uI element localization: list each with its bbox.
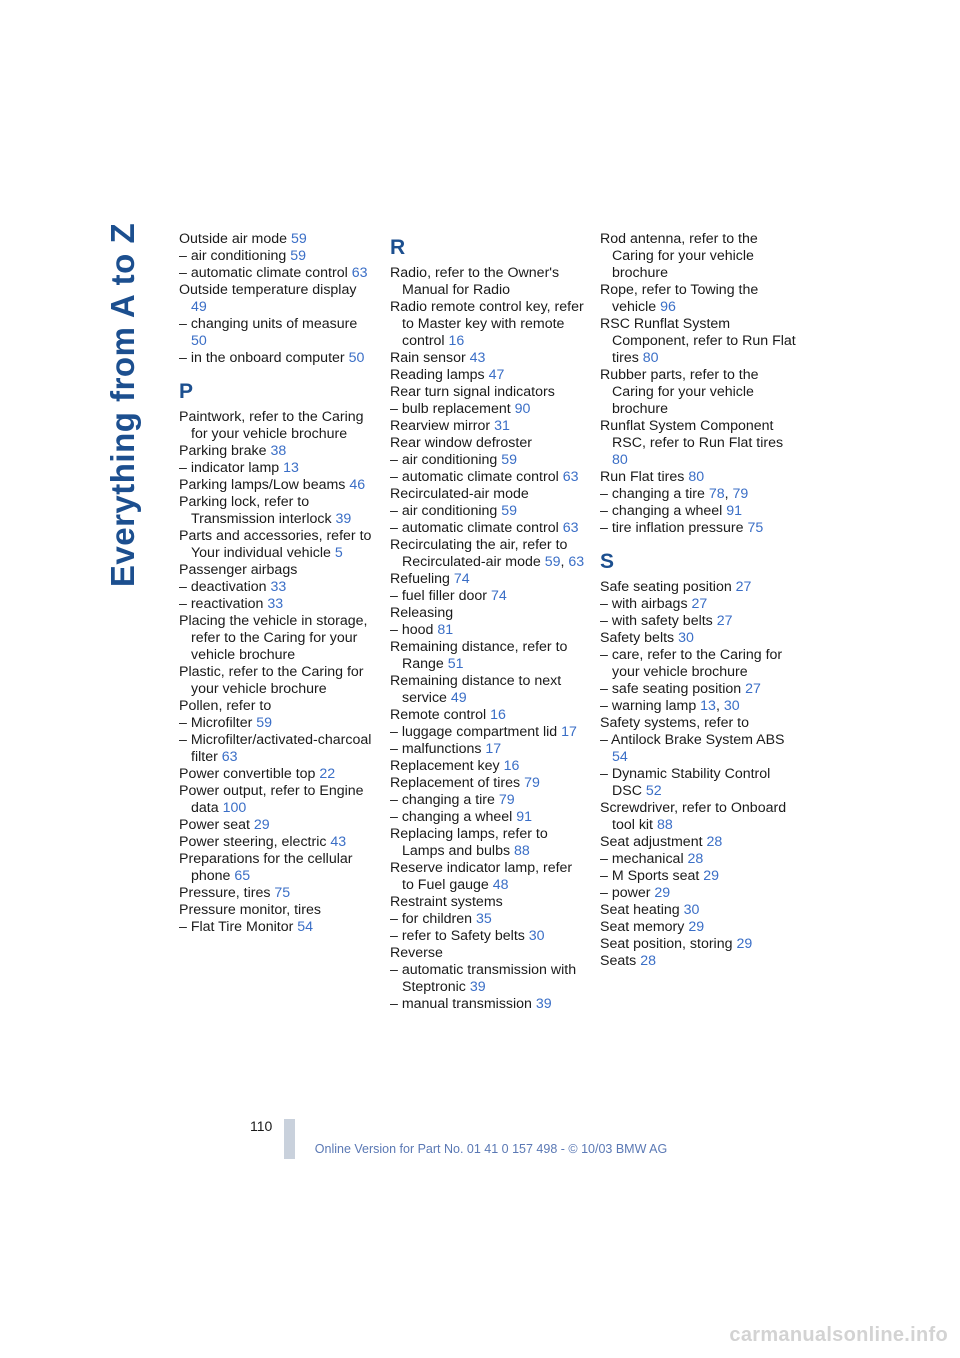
- page-reference-link[interactable]: 63: [562, 469, 579, 485]
- page-reference-link[interactable]: 79: [498, 792, 515, 808]
- index-entry-text: Recirculating the air, refer to Recirculated-air mode: [390, 537, 568, 570]
- index-entry-text: Placing the vehicle in storage, refer to the Caring for your vehicle brochure: [179, 613, 368, 663]
- page-reference-link[interactable]: 91: [516, 809, 532, 825]
- section-letter: R: [390, 236, 406, 259]
- index-entry: [390, 622, 586, 639]
- index-entry-text: Safe seating position: [600, 579, 736, 595]
- page-reference-link[interactable]: 46: [349, 477, 366, 493]
- index-entry: [179, 698, 375, 715]
- index-entry: [600, 715, 796, 732]
- page-reference-link[interactable]: 49: [450, 690, 467, 706]
- page-reference-link[interactable]: 30: [528, 928, 545, 944]
- index-entry-text: Reverse: [390, 945, 443, 961]
- index-entry: [390, 503, 586, 520]
- index-entry: [390, 962, 586, 996]
- index-entry-text: Power steering, electric: [179, 834, 331, 850]
- index-entry: [179, 443, 375, 460]
- index-entry: [390, 537, 586, 571]
- index-entry-text: Rear window defroster: [390, 435, 532, 451]
- index-entry: [600, 732, 796, 766]
- page-reference-link[interactable]: 54: [297, 919, 314, 935]
- index-entry: [179, 783, 375, 817]
- index-entry: [390, 911, 586, 928]
- section-letter: S: [600, 550, 615, 573]
- page-reference-link[interactable]: 59: [544, 554, 561, 570]
- page-reference-link[interactable]: 28: [640, 953, 657, 969]
- index-entry-text: – M Sports seat: [600, 868, 704, 884]
- index-entry: [600, 579, 796, 596]
- footer-note: Online Version for Part No. 01 41 0 157 498 - © 10/03 BMW AG: [314, 1142, 668, 1156]
- index-entry: [179, 596, 375, 613]
- index-entry-text: – Antilock Brake System ABS: [600, 732, 785, 748]
- index-entry-text: Releasing: [390, 605, 454, 621]
- page-reference-link[interactable]: 88: [514, 843, 530, 859]
- index-entry-text: – warning lamp: [600, 698, 701, 714]
- index-entry-text: Remote control: [390, 707, 491, 723]
- index-entry-text: Reading lamps: [390, 367, 489, 383]
- index-entry: [179, 316, 375, 350]
- index-entry: [390, 588, 586, 605]
- page-reference-link[interactable]: 35: [475, 911, 492, 927]
- index-entry-text: – automatic transmission with Steptronic: [390, 962, 577, 995]
- index-entry-text: – safe seating position: [600, 681, 746, 697]
- index-entry-text: Screwdriver, refer to Onboard tool kit: [600, 800, 787, 833]
- index-entry: [390, 469, 586, 486]
- index-entry-text: – changing units of measure: [179, 316, 358, 332]
- page-reference-link[interactable]: 17: [561, 724, 577, 740]
- index-entry: [390, 724, 586, 741]
- index-entry-text: – care, refer to the Caring for your vehicle brochure: [600, 647, 783, 680]
- index-entry-text: – Flat Tire Monitor: [179, 919, 298, 935]
- index-entry: [600, 418, 796, 469]
- index-entry: [179, 664, 375, 698]
- page-reference-link[interactable]: 13: [283, 460, 299, 476]
- page-reference-link[interactable]: 29: [703, 868, 720, 884]
- index-entry-text: Plastic, refer to the Caring for your vehicle brochure: [179, 664, 364, 697]
- index-entry: [179, 851, 375, 885]
- index-entry: [600, 613, 796, 630]
- page-reference-link[interactable]: 63: [568, 554, 585, 570]
- index-entry: [179, 477, 375, 494]
- index-entry-text: Restraint systems: [390, 894, 503, 910]
- index-entry-text: – deactivation: [179, 579, 271, 595]
- index-entry-text: Replacing lamps, refer to Lamps and bulbs: [390, 826, 548, 859]
- index-entry: [390, 809, 586, 826]
- page-reference-link[interactable]: 33: [267, 596, 284, 612]
- index-entry: [600, 681, 796, 698]
- index-entry: [390, 299, 586, 350]
- index-entry-text: – automatic climate control: [390, 520, 563, 536]
- page-reference-link[interactable]: 80: [612, 452, 628, 468]
- page-reference-link[interactable]: 27: [716, 613, 733, 629]
- index-entry-text: Power seat: [179, 817, 254, 833]
- page-reference-link[interactable]: 16: [503, 758, 520, 774]
- page-reference-link[interactable]: 75: [747, 520, 764, 536]
- page-reference-link[interactable]: 47: [488, 367, 505, 383]
- page-reference-link[interactable]: 27: [691, 596, 708, 612]
- index-entry-text: – reactivation: [179, 596, 268, 612]
- page-reference-link[interactable]: 29: [736, 936, 753, 952]
- index-entry: [179, 350, 375, 367]
- index-entry-text: Rubber parts, refer to the Caring for your vehicle brochure: [600, 367, 759, 417]
- page-reference-link[interactable]: 54: [612, 749, 628, 765]
- index-column-1: [179, 231, 375, 936]
- index-entry-text: Rain sensor: [390, 350, 470, 366]
- page-reference-link[interactable]: 38: [270, 443, 287, 459]
- index-entry-text: – changing a tire: [600, 486, 709, 502]
- index-entry-text: Passenger airbags: [179, 562, 298, 578]
- page-reference-link[interactable]: 63: [221, 749, 238, 765]
- index-entry: [600, 902, 796, 919]
- page-reference-link[interactable]: 59: [501, 503, 517, 519]
- watermark: carmanualsonline.info: [729, 1324, 948, 1346]
- index-entry: [179, 902, 375, 919]
- page-reference-link[interactable]: 33: [270, 579, 287, 595]
- index-entry-text: Safety systems, refer to: [600, 715, 750, 731]
- index-entry: [179, 817, 375, 834]
- index-entry: [600, 834, 796, 851]
- index-entry: [179, 715, 375, 732]
- index-entry: [600, 486, 796, 503]
- index-entry: [390, 418, 586, 435]
- index-entry-text: Pressure, tires: [179, 885, 275, 901]
- page-reference-link[interactable]: 17: [485, 741, 502, 757]
- index-entry: [390, 741, 586, 758]
- page-reference-link[interactable]: 43: [469, 350, 486, 366]
- index-entry-text: Rope, refer to Towing the vehicle: [600, 282, 759, 315]
- index-entry: [600, 919, 796, 936]
- page-number: 110: [250, 1118, 273, 1134]
- index-entry: [179, 528, 375, 562]
- index-entry-text: Parts and accessories, refer to Your individual vehicle: [179, 528, 372, 561]
- chapter-sidebar: [92, 222, 154, 587]
- page-reference-link[interactable]: 49: [191, 299, 207, 315]
- index-entry: [600, 698, 796, 715]
- page-reference-link[interactable]: 30: [683, 902, 700, 918]
- index-entry-text: – Microfilter/activated-charcoal filter: [179, 732, 372, 765]
- page-reference-link[interactable]: 59: [501, 452, 517, 468]
- index-entry-text: Seat position, storing: [600, 936, 737, 952]
- index-entry-text: Seat memory: [600, 919, 689, 935]
- index-entry-text: Outside air mode: [179, 231, 291, 247]
- page-reference-link[interactable]: 74: [490, 588, 507, 604]
- index-entry: [179, 282, 375, 316]
- index-entry-text: – manual transmission: [390, 996, 536, 1012]
- page-reference-link[interactable]: 16: [448, 333, 465, 349]
- index-entry: [390, 367, 586, 384]
- index-entry-text: – refer to Safety belts: [390, 928, 529, 944]
- index-entry-text: Runflat System Component RSC, refer to Run Flat tires: [600, 418, 784, 451]
- page-reference-link[interactable]: 16: [490, 707, 506, 723]
- index-entry: [600, 766, 796, 800]
- index-column-3: [600, 231, 796, 970]
- page-reference-link[interactable]: 30: [678, 630, 694, 646]
- page-reference-link[interactable]: 39: [535, 996, 552, 1012]
- index-entry-text: Rear turn signal indicators: [390, 384, 555, 400]
- index-entry: [600, 868, 796, 885]
- index-entry-text: – Microfilter: [179, 715, 257, 731]
- page-reference-link[interactable]: 27: [745, 681, 761, 697]
- page-reference-link[interactable]: 96: [660, 299, 676, 315]
- index-entry: [390, 826, 586, 860]
- index-entry: [179, 579, 375, 596]
- page-reference-link[interactable]: 29: [253, 817, 270, 833]
- index-entry-text: Run Flat tires: [600, 469, 689, 485]
- page-reference-link[interactable]: 100: [222, 800, 247, 816]
- page-reference-link[interactable]: 50: [191, 333, 207, 349]
- page-reference-link[interactable]: 90: [514, 401, 531, 417]
- index-entry-text: – in the onboard computer: [179, 350, 349, 366]
- index-entry: [600, 630, 796, 647]
- index-column-2: [390, 231, 586, 1013]
- page-reference-link[interactable]: 63: [562, 520, 579, 536]
- page-reference-link[interactable]: 13: [700, 698, 716, 714]
- index-entry-text: – changing a wheel: [600, 503, 727, 519]
- page-reference-link[interactable]: 29: [688, 919, 705, 935]
- page-reference-link[interactable]: 74: [453, 571, 470, 587]
- index-entry: [390, 639, 586, 673]
- index-entry-text: Radio remote control key, refer to Master key with remote control: [390, 299, 584, 349]
- page-reference-link[interactable]: 30: [723, 698, 740, 714]
- index-entry-text: Rearview mirror: [390, 418, 495, 434]
- index-entry-text: – changing a wheel: [390, 809, 517, 825]
- page-reference-link[interactable]: 79: [524, 775, 540, 791]
- index-entry-text: Remaining distance to next service: [390, 673, 562, 706]
- index-entry: [600, 851, 796, 868]
- index-entry: [390, 520, 586, 537]
- index-entry: [600, 367, 796, 418]
- index-entry-text: – with safety belts: [600, 613, 717, 629]
- page-reference-link[interactable]: 80: [642, 350, 659, 366]
- index-entry-text: – luggage compartment lid: [390, 724, 562, 740]
- page-reference-link[interactable]: 65: [234, 868, 251, 884]
- index-entry: [390, 860, 586, 894]
- index-entry-text: – automatic climate control: [179, 265, 352, 281]
- index-entry-text: Rod antenna, refer to the Caring for your vehicle brochure: [600, 231, 758, 281]
- index-entry: [600, 800, 796, 834]
- page-reference-link[interactable]: 50: [348, 350, 365, 366]
- page-reference-link[interactable]: 5: [334, 545, 343, 561]
- page-reference-link[interactable]: 80: [688, 469, 705, 485]
- page-reference-link[interactable]: 31: [494, 418, 510, 434]
- index-entry-text: Safety belts: [600, 630, 679, 646]
- index-entry-text: Recirculated-air mode: [390, 486, 529, 502]
- page-separator: ,: [560, 554, 569, 570]
- index-entry: [600, 936, 796, 953]
- index-entry: [179, 732, 375, 766]
- index-entry-text: Radio, refer to the Owner's Manual for Radio: [390, 265, 560, 298]
- index-entry-text: – indicator lamp: [179, 460, 284, 476]
- page-reference-link[interactable]: 29: [654, 885, 671, 901]
- index-entry-text: – power: [600, 885, 655, 901]
- index-entry: [390, 571, 586, 588]
- page-reference-link[interactable]: 88: [656, 817, 673, 833]
- index-entry: [600, 647, 796, 681]
- index-entry-text: Replacement key: [390, 758, 504, 774]
- index-entry: [600, 885, 796, 902]
- index-entry-text: – Dynamic Stability Control DSC: [600, 766, 771, 799]
- index-entry-text: – air conditioning: [390, 503, 502, 519]
- index-entry-text: Parking brake: [179, 443, 271, 459]
- index-entry: [600, 596, 796, 613]
- index-entry-text: Seat adjustment: [600, 834, 707, 850]
- page-reference-link[interactable]: 81: [437, 622, 454, 638]
- chapter-title: Everything from A to Z: [104, 222, 141, 587]
- index-entry-text: Power convertible top: [179, 766, 320, 782]
- page-reference-link[interactable]: 75: [274, 885, 291, 901]
- index-entry-text: Pollen, refer to: [179, 698, 272, 714]
- index-entry-text: Pressure monitor, tires: [179, 902, 321, 918]
- index-entry: [179, 613, 375, 664]
- index-entry-text: Outside temperature display: [179, 282, 357, 298]
- index-entry: [179, 834, 375, 851]
- index-entry-text: Reserve indicator lamp, refer to Fuel gauge: [390, 860, 573, 893]
- index-entry: [179, 919, 375, 936]
- index-entry-text: – hood: [390, 622, 438, 638]
- page-reference-link[interactable]: 78: [708, 486, 725, 502]
- index-entry-text: – changing a tire: [390, 792, 499, 808]
- index-entry: [390, 384, 586, 401]
- index-entry: [600, 469, 796, 486]
- index-entry: [390, 486, 586, 503]
- page-reference-link[interactable]: 43: [330, 834, 347, 850]
- index-entry-text: Replacement of tires: [390, 775, 525, 791]
- index-entry-text: – air conditioning: [179, 248, 291, 264]
- index-entry: [390, 350, 586, 367]
- index-entry-text: Paintwork, refer to the Caring for your vehicle brochure: [179, 409, 364, 442]
- page-separator: ,: [715, 698, 724, 714]
- index-entry: [179, 248, 375, 265]
- index-entry: [390, 452, 586, 469]
- index-entry: [600, 282, 796, 316]
- index-entry-text: RSC Runflat System Component, refer to Run Flat tires: [600, 316, 796, 366]
- index-entry-text: Seats: [600, 953, 641, 969]
- index-entry: [179, 409, 375, 443]
- index-entry: [600, 316, 796, 367]
- page-reference-link[interactable]: 59: [256, 715, 273, 731]
- section-letter: P: [179, 380, 194, 403]
- index-entry-text: Refueling: [390, 571, 454, 587]
- page-separator: ,: [724, 486, 733, 502]
- index-entry: [390, 996, 586, 1013]
- index-entry: [179, 494, 375, 528]
- page-reference-link[interactable]: 22: [319, 766, 336, 782]
- index-entry-text: – fuel filler door: [390, 588, 491, 604]
- index-entry-text: Seat heating: [600, 902, 684, 918]
- page-reference-link[interactable]: 39: [335, 511, 352, 527]
- index-entry: [390, 928, 586, 945]
- index-entry-text: Power output, refer to Engine data: [179, 783, 364, 816]
- index-entry-text: – bulb replacement: [390, 401, 515, 417]
- index-entry: [390, 605, 586, 622]
- index-entry: [390, 894, 586, 911]
- index-entry: [179, 265, 375, 282]
- index-entry: [390, 707, 586, 724]
- index-entry: [600, 503, 796, 520]
- index-entry-text: – mechanical: [600, 851, 688, 867]
- page-reference-link[interactable]: 59: [290, 231, 307, 247]
- page-reference-link[interactable]: 52: [645, 783, 662, 799]
- index-entry: [390, 945, 586, 962]
- index-entry: [390, 673, 586, 707]
- index-entry-text: – tire inflation pressure: [600, 520, 748, 536]
- index-entry-text: – air conditioning: [390, 452, 502, 468]
- index-entry: [600, 520, 796, 537]
- index-entry-text: Preparations for the cellular phone: [179, 851, 353, 884]
- page-reference-link[interactable]: 27: [735, 579, 752, 595]
- index-entry: [390, 758, 586, 775]
- index-entry-text: – malfunctions: [390, 741, 486, 757]
- index-entry: [600, 953, 796, 970]
- page-reference-link[interactable]: 79: [732, 486, 749, 502]
- index-entry: [179, 562, 375, 579]
- page-reference-link[interactable]: 91: [726, 503, 742, 519]
- index-entry: [390, 401, 586, 418]
- index-entry: [390, 435, 586, 452]
- index-entry-text: – with airbags: [600, 596, 692, 612]
- index-entry: [179, 885, 375, 902]
- index-entry: [179, 460, 375, 477]
- index-entry: [390, 792, 586, 809]
- page-reference-link[interactable]: 48: [492, 877, 509, 893]
- index-entry-text: – for children: [390, 911, 476, 927]
- page-reference-link[interactable]: 63: [351, 265, 368, 281]
- index-entry-text: Parking lamps/Low beams: [179, 477, 350, 493]
- index-entry: [179, 231, 375, 248]
- index-entry: [390, 775, 586, 792]
- index-entry-text: – automatic climate control: [390, 469, 563, 485]
- page-reference-link[interactable]: 28: [687, 851, 704, 867]
- page-reference-link[interactable]: 59: [290, 248, 306, 264]
- page-reference-link[interactable]: 28: [706, 834, 723, 850]
- index-entry-text: Remaining distance, refer to Range: [390, 639, 568, 672]
- index-entry: [179, 766, 375, 783]
- index-entry-text: Parking lock, refer to Transmission interlock: [179, 494, 336, 527]
- page-reference-link[interactable]: 39: [469, 979, 486, 995]
- index-entry: [390, 265, 586, 299]
- page-reference-link[interactable]: 51: [447, 656, 464, 672]
- index-entry: [600, 231, 796, 282]
